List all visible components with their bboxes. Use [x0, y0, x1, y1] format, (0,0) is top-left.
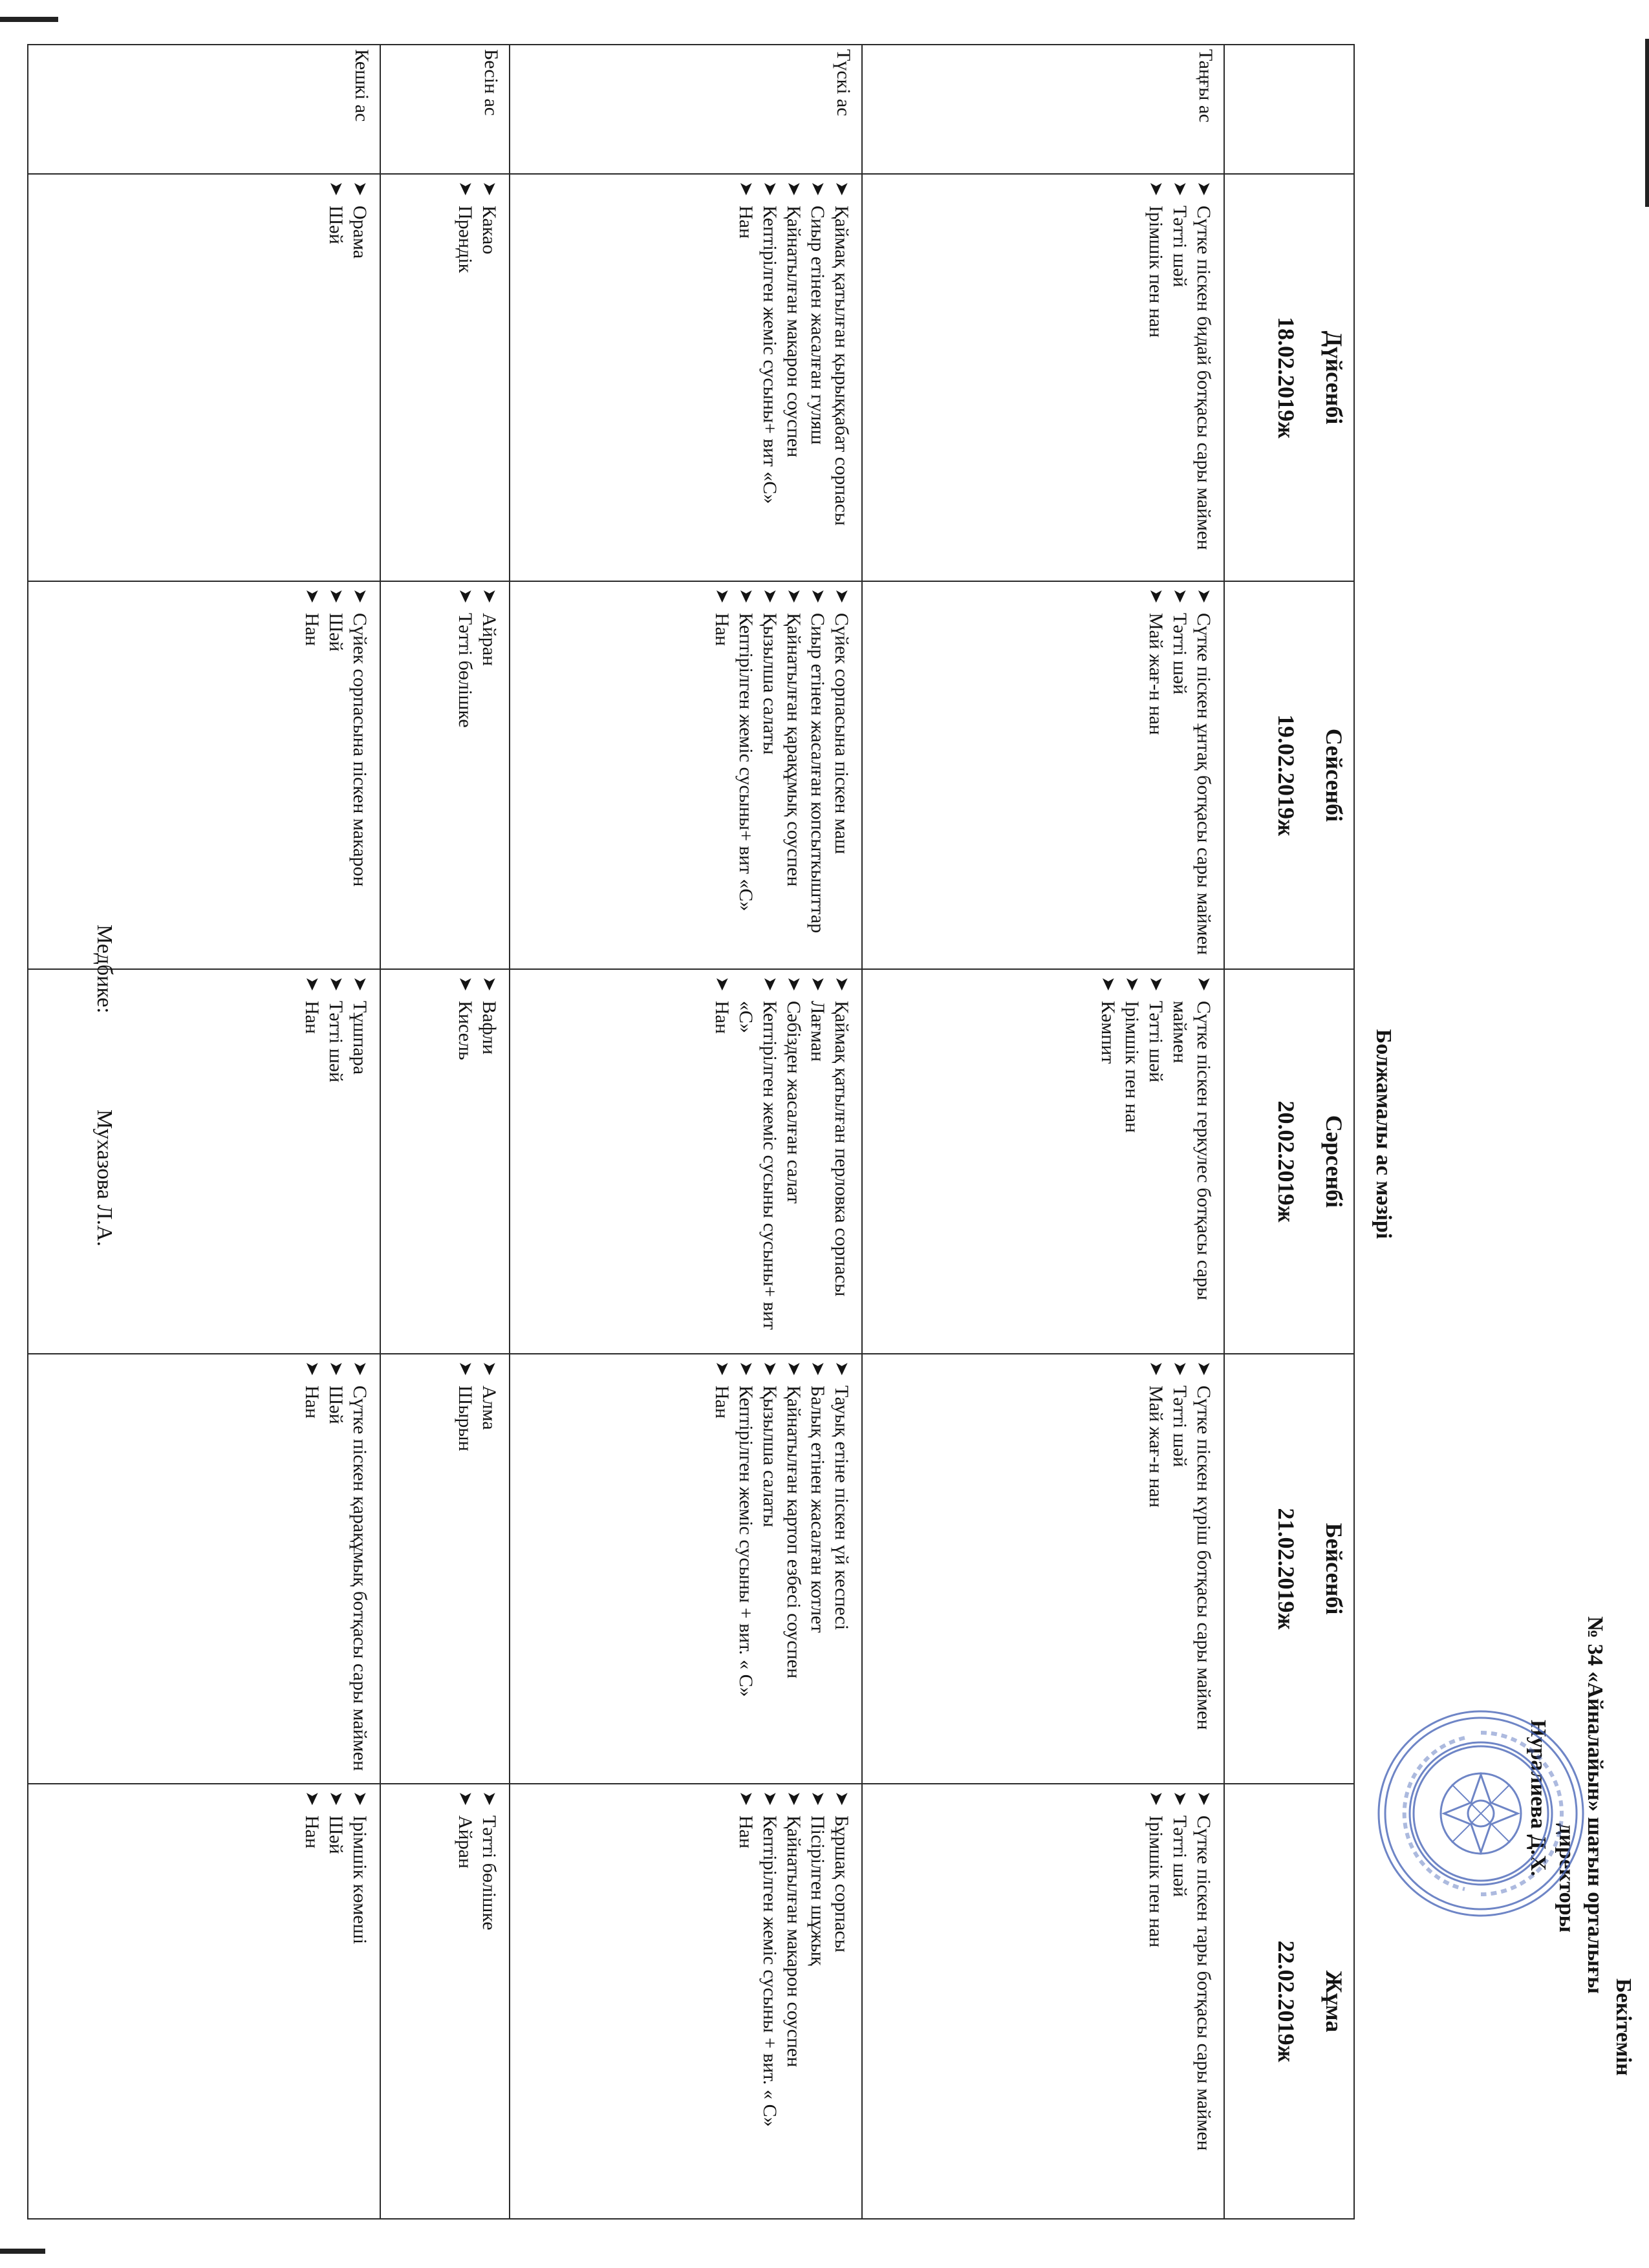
breakfast-row	[862, 45, 1224, 2219]
meal-label: Түскі ас	[510, 45, 862, 174]
dish-name: Май жағ-н нан	[1145, 1385, 1167, 1508]
dish-name: Нан	[301, 613, 323, 647]
menu-cell	[510, 174, 862, 581]
dish-item	[734, 974, 782, 1347]
dish-item	[1168, 1358, 1192, 1777]
dish-item	[1144, 1358, 1168, 1777]
arrow-bullet-icon: ➤	[784, 1361, 804, 1376]
arrow-bullet-icon: ➤	[1170, 1361, 1190, 1376]
dish-name: Сүтке піскен бидай ботқасы сары маймен	[1193, 206, 1214, 550]
dish-name: Тәтті шәй	[1169, 206, 1191, 288]
arrow-bullet-icon: ➤	[760, 588, 780, 604]
dish-name: Тәтті бөлішке	[455, 613, 476, 728]
dish-item	[710, 586, 734, 962]
arrow-bullet-icon: ➤	[760, 976, 780, 992]
approval-director-name: Нуралиева Д.Х.	[1526, 1720, 1550, 1877]
dish-name: Бұршақ сорпасы	[831, 1815, 852, 1952]
signature-line	[92, 925, 116, 1246]
dish-name: Айран	[479, 613, 500, 667]
dish-name: Какао	[479, 206, 500, 255]
dish-name: Тәтті шәй	[1145, 1001, 1167, 1083]
dish-item	[1144, 178, 1168, 574]
menu-cell	[510, 581, 862, 969]
menu-title: Болжамалы ас мәзірі	[1372, 1029, 1396, 1239]
arrow-bullet-icon: ➤	[350, 181, 370, 197]
arrow-bullet-icon: ➤	[736, 1791, 756, 1806]
arrow-bullet-icon: ➤	[326, 1791, 346, 1806]
dish-name: Нан	[735, 206, 757, 239]
dish-item	[806, 178, 830, 574]
dish-item	[806, 974, 830, 1347]
arrow-bullet-icon: ➤	[784, 181, 804, 197]
dish-name: Кептірілген жеміс сусыны сусыны+ вит «С»	[735, 1001, 781, 1331]
dish-list	[300, 586, 372, 962]
dish-name: Орама	[349, 206, 371, 259]
menu-cell	[510, 969, 862, 1354]
dish-item	[806, 1358, 830, 1777]
menu-cell	[510, 1784, 862, 2219]
dish-item	[324, 974, 348, 1347]
dish-name: Кисель	[455, 1001, 476, 1060]
dish-name: Қызылша салаты	[759, 1385, 781, 1528]
arrow-bullet-icon: ➤	[1170, 588, 1190, 604]
dish-name: Сиыр етінен жасалған копсыткышттар	[807, 613, 828, 934]
arrow-bullet-icon: ➤	[479, 976, 499, 992]
dish-list	[300, 1788, 372, 2212]
dish-item	[477, 178, 501, 574]
menu-cell	[862, 969, 1224, 1354]
dish-item	[1096, 974, 1120, 1347]
dish-name: Шәй	[325, 206, 347, 244]
arrow-bullet-icon: ➤	[455, 588, 475, 604]
dish-item	[477, 1788, 501, 2212]
menu-cell	[862, 1354, 1224, 1784]
dish-list	[453, 1788, 501, 2212]
arrow-bullet-icon: ➤	[479, 1361, 499, 1376]
dish-name: Нан	[711, 1001, 733, 1034]
dish-list	[734, 178, 854, 574]
dish-name: Қаймақ қатылған қырыққабат сорпасы	[831, 206, 852, 526]
arrow-bullet-icon: ➤	[832, 1361, 852, 1376]
menu-cell	[862, 581, 1224, 969]
dish-name: Ірімшік пен нан	[1145, 1815, 1167, 1948]
dish-item	[830, 1358, 854, 1777]
dish-list	[710, 974, 854, 1347]
dish-name: Тәтті шәй	[325, 1001, 347, 1083]
dish-name: Айран	[455, 1815, 476, 1869]
arrow-bullet-icon: ➤	[479, 588, 499, 604]
arrow-bullet-icon: ➤	[736, 1361, 756, 1376]
day-header	[1224, 1784, 1354, 2219]
arrow-bullet-icon: ➤	[1098, 976, 1118, 992]
snack-row	[380, 45, 510, 2219]
dish-item	[1144, 1788, 1168, 2212]
dish-name: Ірімшік пен нан	[1121, 1001, 1143, 1133]
arrow-bullet-icon: ➤	[455, 1361, 475, 1376]
arrow-bullet-icon: ➤	[832, 181, 852, 197]
menu-cell	[380, 969, 510, 1354]
dish-item	[300, 586, 324, 962]
menu-cell	[28, 174, 380, 581]
arrow-bullet-icon: ➤	[1194, 1361, 1214, 1376]
dish-item	[782, 178, 806, 574]
arrow-bullet-icon: ➤	[455, 976, 475, 992]
dish-item	[348, 1358, 372, 1777]
dish-item	[1192, 178, 1216, 574]
menu-cell	[510, 1354, 862, 1784]
dish-item	[734, 1788, 758, 2212]
dish-name: Прәндік	[455, 206, 476, 273]
dish-name: Кептірілген жеміс сусыны + вит. « С»	[759, 1815, 781, 2127]
dish-list	[710, 1358, 854, 1777]
dish-name: Вафли	[479, 1001, 500, 1055]
menu-cell	[862, 1784, 1224, 2219]
dish-name: Пісірілген шұжық	[807, 1815, 828, 1966]
dish-list	[1096, 974, 1216, 1347]
dish-item	[758, 586, 782, 962]
dish-item	[758, 1358, 782, 1777]
approval-organization: № 34 «Айналайын» шағын орталығы	[1583, 1616, 1607, 1994]
arrow-bullet-icon: ➤	[455, 181, 475, 197]
dish-name: Ірімшік көмеші	[349, 1815, 371, 1945]
dish-item	[477, 586, 501, 962]
dish-item	[758, 178, 782, 574]
day-name: Жұма	[1321, 1970, 1347, 2033]
dish-name: Май жағ-н нан	[1145, 613, 1167, 735]
dish-item	[758, 1788, 782, 2212]
arrow-bullet-icon: ➤	[712, 976, 732, 992]
dish-item	[1192, 1788, 1216, 2212]
dish-name: Балық етінен жасалған котлет	[807, 1385, 828, 1633]
menu-cell	[380, 1354, 510, 1784]
dish-item	[782, 1358, 806, 1777]
arrow-bullet-icon: ➤	[350, 1361, 370, 1376]
meal-label: Кешкі ас	[28, 45, 380, 174]
arrow-bullet-icon: ➤	[808, 976, 828, 992]
dish-item	[830, 178, 854, 574]
day-date: 20.02.2019ж	[1273, 1100, 1299, 1223]
approval-heading: Бекітемін	[1611, 1978, 1635, 2076]
dish-item	[734, 178, 758, 574]
arrow-bullet-icon: ➤	[760, 181, 780, 197]
dish-name: Сүйек сорпасына піскен макарон	[349, 613, 371, 887]
dish-name: Нан	[711, 1385, 733, 1419]
dish-item	[453, 974, 477, 1347]
dish-item	[806, 1788, 830, 2212]
menu-cell	[28, 581, 380, 969]
meal-label: Бесін ас	[380, 45, 510, 174]
dish-name: Сиыр етінен жасалған гуляш	[807, 206, 828, 445]
dish-name: Тәтті бөлішке	[479, 1815, 500, 1931]
official-stamp-seal	[1374, 1707, 1588, 1920]
menu-cell	[380, 581, 510, 969]
dish-name: Қаймақ қатылған перловка сорпасы	[831, 1001, 852, 1297]
dish-name: Шәй	[325, 1815, 347, 1854]
arrow-bullet-icon: ➤	[1146, 1361, 1166, 1376]
day-name: Дүйсенбі	[1321, 330, 1347, 425]
dish-name: Кәмпит	[1097, 1001, 1119, 1064]
dish-item	[348, 586, 372, 962]
arrow-bullet-icon: ➤	[326, 181, 346, 197]
day-date: 22.02.2019ж	[1273, 1940, 1299, 2062]
dish-name: Сүтке піскен қарақұмық ботқасы сары маймен	[349, 1385, 371, 1771]
dish-item	[348, 178, 372, 574]
dish-name: Сүтке піскен ұнтақ ботқасы сары маймен	[1193, 613, 1214, 956]
dish-name: Қайнатылған макарон соуспен	[783, 1815, 804, 2068]
dish-item	[710, 1358, 734, 1777]
dish-name: Алма	[479, 1385, 500, 1430]
dish-name: Қайнатылған қарақұмық соуспен	[783, 613, 804, 887]
dish-item	[348, 974, 372, 1347]
dish-list	[1144, 178, 1216, 574]
arrow-bullet-icon: ➤	[479, 1791, 499, 1806]
arrow-bullet-icon: ➤	[736, 588, 756, 604]
dish-item	[734, 1358, 758, 1777]
arrow-bullet-icon: ➤	[302, 976, 322, 992]
dish-name: Нан	[735, 1815, 757, 1849]
dish-item	[782, 586, 806, 962]
arrow-bullet-icon: ➤	[326, 1361, 346, 1376]
dish-name: Шырын	[455, 1385, 476, 1451]
arrow-bullet-icon: ➤	[1194, 588, 1214, 604]
arrow-bullet-icon: ➤	[784, 588, 804, 604]
menu-table	[27, 44, 1355, 2220]
arrow-bullet-icon: ➤	[1146, 1791, 1166, 1806]
dish-item	[734, 586, 758, 962]
arrow-bullet-icon: ➤	[302, 1791, 322, 1806]
arrow-bullet-icon: ➤	[736, 181, 756, 197]
dish-item	[1192, 586, 1216, 962]
arrow-bullet-icon: ➤	[1194, 1791, 1214, 1806]
day-date: 21.02.2019ж	[1273, 1508, 1299, 1630]
day-date: 18.02.2019ж	[1273, 316, 1299, 439]
dish-item	[324, 586, 348, 962]
arrow-bullet-icon: ➤	[1194, 976, 1214, 992]
dish-name: Нан	[301, 1385, 323, 1419]
arrow-bullet-icon: ➤	[350, 976, 370, 992]
dish-list	[453, 178, 501, 574]
dish-item	[453, 586, 477, 962]
dish-item	[1192, 1358, 1216, 1777]
arrow-bullet-icon: ➤	[1122, 976, 1142, 992]
dish-list	[300, 1358, 372, 1777]
arrow-bullet-icon: ➤	[712, 1361, 732, 1376]
dish-name: Тәтті шәй	[1169, 1815, 1191, 1898]
arrow-bullet-icon: ➤	[326, 588, 346, 604]
dinner-row	[28, 45, 380, 2219]
dish-item	[324, 1358, 348, 1777]
nurse-name: Мухазова Л.А.	[92, 1109, 116, 1247]
arrow-bullet-icon: ➤	[1146, 181, 1166, 197]
dish-item	[782, 974, 806, 1347]
day-header	[1224, 969, 1354, 1354]
day-header	[1224, 581, 1354, 969]
dish-item	[1144, 586, 1168, 962]
dish-name: Тұшпара	[349, 1001, 371, 1075]
arrow-bullet-icon: ➤	[350, 1791, 370, 1806]
arrow-bullet-icon: ➤	[1194, 181, 1214, 197]
dish-name: Кептірілген жеміс сусыны + вит. « С»	[735, 1385, 757, 1697]
arrow-bullet-icon: ➤	[1170, 1791, 1190, 1806]
dish-list	[1144, 1788, 1216, 2212]
arrow-bullet-icon: ➤	[760, 1791, 780, 1806]
dish-item	[830, 974, 854, 1347]
dish-name: Нан	[711, 613, 733, 647]
dish-list	[453, 1358, 501, 1777]
dish-name: Сүтке піскен геркулес ботқасы сары маймен	[1169, 1001, 1214, 1301]
dish-list	[710, 586, 854, 962]
dish-list	[324, 178, 372, 574]
dish-list	[734, 1788, 854, 2212]
dish-item	[453, 1358, 477, 1777]
corner-cell	[1224, 45, 1354, 174]
arrow-bullet-icon: ➤	[832, 976, 852, 992]
dish-name: Сүтке піскен күріш ботқасы сары маймен	[1193, 1385, 1214, 1730]
arrow-bullet-icon: ➤	[1146, 976, 1166, 992]
dish-item	[477, 1358, 501, 1777]
dish-item	[477, 974, 501, 1347]
day-header	[1224, 1354, 1354, 1784]
menu-cell	[28, 1354, 380, 1784]
dish-name: Қайнатылған макарон соуспен	[783, 206, 804, 458]
dish-name: Сүтке піскен тары ботқасы сары маймен	[1193, 1815, 1214, 2151]
dish-name: Тәтті шәй	[1169, 1385, 1191, 1468]
dish-item	[1168, 178, 1192, 574]
day-name: Сейсенбі	[1321, 728, 1347, 822]
arrow-bullet-icon: ➤	[712, 588, 732, 604]
nurse-label: Медбике:	[92, 925, 116, 1014]
day-name: Сәрсенбі	[1321, 1115, 1347, 1208]
arrow-bullet-icon: ➤	[808, 1361, 828, 1376]
dish-item	[710, 974, 734, 1347]
arrow-bullet-icon: ➤	[455, 1791, 475, 1806]
dish-item	[806, 586, 830, 962]
arrow-bullet-icon: ➤	[832, 588, 852, 604]
dish-item	[300, 974, 324, 1347]
dish-name: Ірімшік пен нан	[1145, 206, 1167, 338]
dish-item	[324, 1788, 348, 2212]
dish-item	[1120, 974, 1144, 1347]
arrow-bullet-icon: ➤	[808, 181, 828, 197]
dish-name: Тауық етіне піскен үй кеспесі	[831, 1385, 852, 1631]
arrow-bullet-icon: ➤	[784, 976, 804, 992]
dish-name: Нан	[301, 1815, 323, 1849]
meal-label: Таңғы ас	[862, 45, 1224, 174]
dish-list	[1144, 1358, 1216, 1777]
dish-name: Кептірілген жеміс сусыны+ вит «С»	[759, 206, 781, 504]
dish-item	[1168, 1788, 1192, 2212]
arrow-bullet-icon: ➤	[1170, 181, 1190, 197]
dish-list	[453, 974, 501, 1347]
dish-name: Кептірілген жеміс сусыны+ вит «С»	[735, 613, 757, 912]
dish-item	[1144, 974, 1168, 1347]
dish-item	[453, 178, 477, 574]
arrow-bullet-icon: ➤	[479, 181, 499, 197]
dish-name: Тәтті шәй	[1169, 613, 1191, 695]
dish-item	[453, 1788, 477, 2212]
dish-item	[324, 178, 348, 574]
arrow-bullet-icon: ➤	[326, 976, 346, 992]
arrow-bullet-icon: ➤	[302, 588, 322, 604]
arrow-bullet-icon: ➤	[832, 1791, 852, 1806]
dish-name: Нан	[301, 1001, 323, 1034]
dish-item	[1168, 586, 1192, 962]
arrow-bullet-icon: ➤	[1146, 588, 1166, 604]
day-name: Бейсенбі	[1321, 1523, 1347, 1615]
menu-cell	[28, 969, 380, 1354]
approval-position: директоры	[1555, 1823, 1579, 1933]
arrow-bullet-icon: ➤	[784, 1791, 804, 1806]
table-header-row	[1224, 45, 1354, 2219]
day-date: 19.02.2019ж	[1273, 714, 1299, 837]
dish-name: Шәй	[325, 613, 347, 652]
menu-cell	[28, 1784, 380, 2219]
dish-name: Сәбізден жасалған салат	[783, 1001, 804, 1204]
arrow-bullet-icon: ➤	[808, 1791, 828, 1806]
arrow-bullet-icon: ➤	[350, 588, 370, 604]
menu-cell	[862, 174, 1224, 581]
menu-cell	[380, 174, 510, 581]
dish-item	[348, 1788, 372, 2212]
day-header	[1224, 174, 1354, 581]
arrow-bullet-icon: ➤	[808, 588, 828, 604]
arrow-bullet-icon: ➤	[302, 1361, 322, 1376]
dish-item	[300, 1358, 324, 1777]
dish-item	[782, 1788, 806, 2212]
lunch-row	[510, 45, 862, 2219]
dish-list	[1144, 586, 1216, 962]
dish-item	[830, 1788, 854, 2212]
dish-name: Лағман	[807, 1001, 828, 1062]
dish-name: Қызылша салаты	[759, 613, 781, 755]
menu-cell	[380, 1784, 510, 2219]
dish-item	[1168, 974, 1216, 1347]
dish-list	[300, 974, 372, 1347]
dish-name: Сүйек сорпасына піскен маш	[831, 613, 852, 855]
dish-list	[453, 586, 501, 962]
dish-name: Шәй	[325, 1385, 347, 1424]
dish-name: Қайнатылған картоп езбесі соуспен	[783, 1385, 804, 1679]
arrow-bullet-icon: ➤	[760, 1361, 780, 1376]
dish-item	[830, 586, 854, 962]
dish-item	[300, 1788, 324, 2212]
